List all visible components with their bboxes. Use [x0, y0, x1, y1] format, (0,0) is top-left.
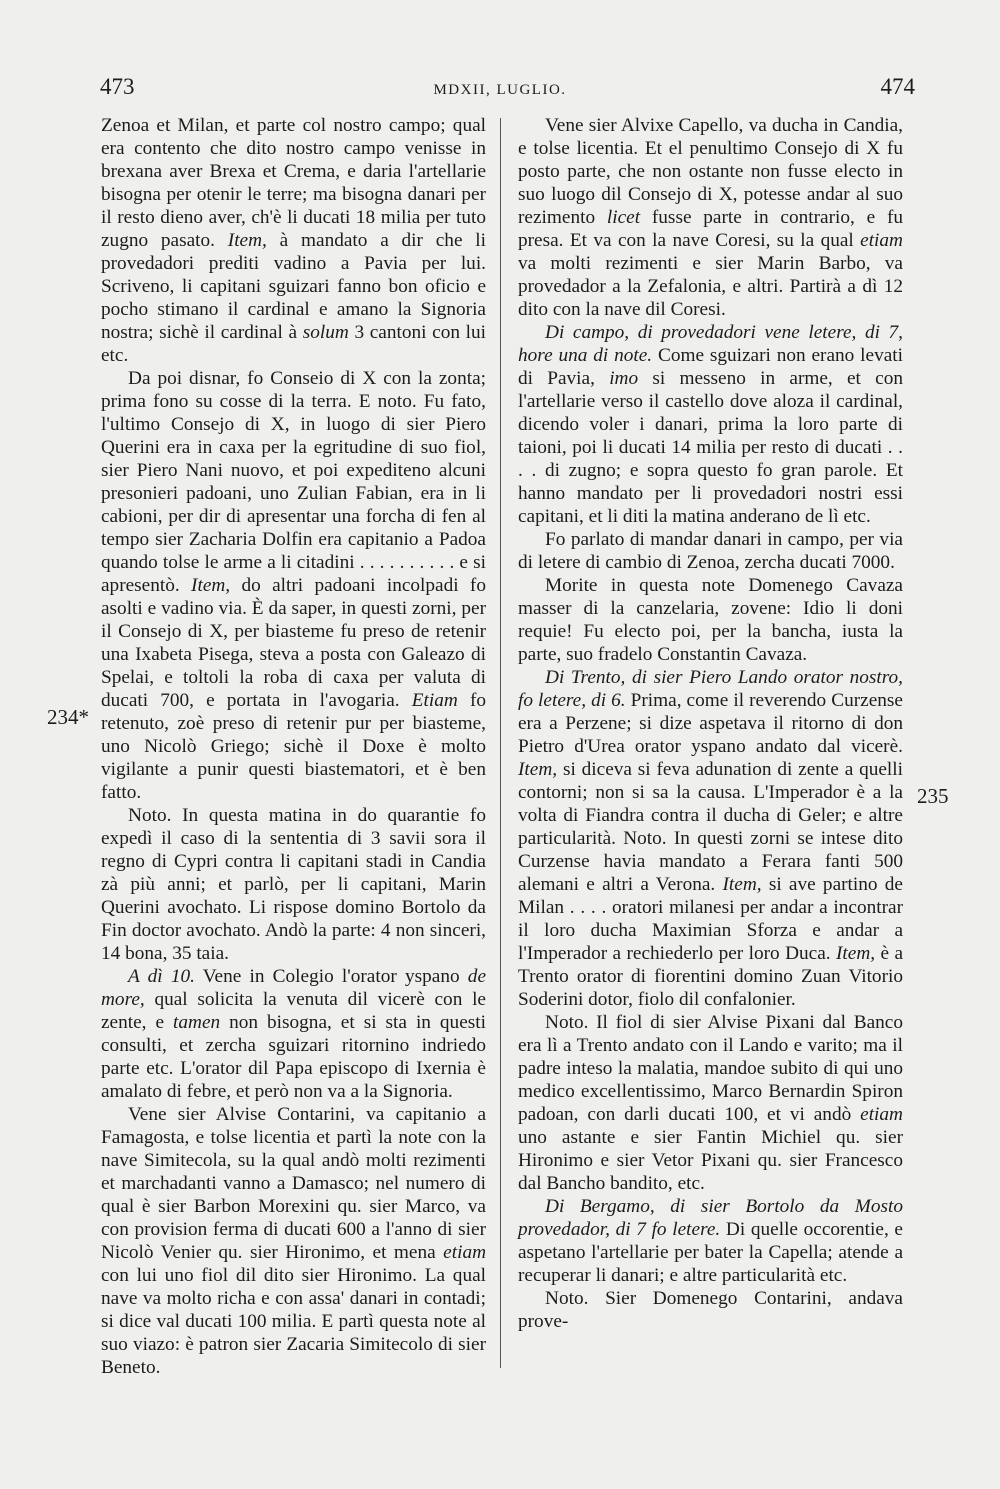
- running-header: MDXII, LUGLIO.: [433, 82, 567, 98]
- paragraph: [518, 574, 903, 666]
- paragraph: [101, 804, 486, 965]
- text: Prima, come il reverendo Curzense era a Perzene; si dize aspetava il ritorno di don Pietro d'Urea orator yspano andato dal vicerè.: [518, 690, 903, 757]
- paragraph: [101, 1103, 486, 1379]
- text: Vene sier Alvixe Capello, va ducha in Candia, e tolse licentia. Et el penultimo Consejo di X fu posto parte, che non ostante non fusse electo in suo luogo dil Consejo di X, potesse andar al suo rezimento: [518, 115, 903, 228]
- text: è a Trento orator di fiorentini domino Zuan Vitorio Soderini dotor, fiolo dil confalonier.: [518, 943, 903, 1010]
- text: Morite in questa note Domenego Cavaza masser di la canzelaria, zovene: Idio li doni requie! Fu electo poi, per la bancha, iusta la parte, suo fradelo Constantin Cavaza.: [518, 575, 903, 665]
- text: Zenoa et Milan, et parte col nostro campo; qual era contento che dito nostro campo venisse in brexana aver Brexa et Crema, e daria l'artellarie bisogna per otenir le terre; ma bisogna danari per il resto dieno aver, ch'è li ducati 18 milia per tuto zugno pasato.: [101, 115, 486, 251]
- text: con lui uno fiol dil dito sier Hironimo. La qual nave va molto richa e con assa' danari in contadi; si dice val ducati 100 milia. E partì questa note al suo viazo: è patron sier Zacaria Simitecolo di sier Beneto.: [101, 1265, 486, 1378]
- margin-number-left: 234*: [47, 705, 89, 729]
- italic-heading: Di Bergamo, di sier Bortolo da Mosto provedador, di 7 fo letere.: [518, 1196, 903, 1240]
- page-number-right: 474: [880, 74, 915, 99]
- text: non bisogna, et si sta in questi consulti, et zercha sguizari ritornino indriedo parte etc. L'orator dil Papa episcopo di Ixernia è amalato di febre, et però non va a la Signoria.: [101, 1012, 486, 1102]
- italic-term: Etiam: [411, 690, 458, 711]
- text: si messeno in arme, et con l'artellarie verso il castello dove aloza il cardinal, dicendo voler i danari, prima la loro parte di taioni, poi li ducati 14 milia per resto di ducati . . . . di zugno; e sopra questo fo gran parole. Et hanno mandato per li provedadori nostri essi capitani, et li diti la matina anderano de lì etc.: [518, 368, 904, 527]
- paragraph: [518, 1287, 903, 1333]
- italic-term: Item,: [227, 230, 267, 251]
- text: fo retenuto, zoè preso di retenir pur per biasteme, uno Nicolò Griego; sichè il Doxe è molto vigilante a punir questi biastematori, et è ben fatto.: [101, 690, 487, 803]
- italic-term: de more,: [101, 966, 486, 1010]
- paragraph: [518, 114, 903, 321]
- text: Da poi disnar, fo Conseio di X con la zonta; prima fono su cosse di la terra. E noto. Fu fato, l'ultimo Consejo di X, in luogo di sier Piero Querini era in caxa per la egritudine di suo fiol, sier Piero Nani nuovo, et poi expediteno alcuni presonieri padoani, uno Zulian Fabian, era in li cabioni, per dir di apresentar una forcha di fen al tempo sier Zacharia Dolfin era capitanio a Padoa quando tolse le arme a li citadini . . . . . . . . . . e si apresentò.: [101, 368, 486, 596]
- italic-term: etiam: [443, 1242, 487, 1263]
- italic-heading: Di campo, di provedadori vene letere, di 7, hore una di note.: [518, 322, 903, 366]
- text: Vene in Colegio l'orator yspano: [202, 966, 460, 987]
- italic-date: A dì 10.: [128, 966, 195, 987]
- text: va molti rezimenti e sier Marin Barbo, va provedador a la Zefalonia, e altri. Partirà a dì 12 dito con la nave dil Coresi.: [518, 253, 903, 320]
- italic-heading: Di Trento, di sier Piero Lando orator nostro, fo letere, di 6.: [518, 667, 903, 711]
- text: Fo parlato di mandar danari in campo, per via di letere di cambio di Zenoa, zercha ducati 7000.: [518, 529, 903, 573]
- paragraph: [518, 321, 903, 528]
- margin-number-right: 235: [917, 784, 949, 808]
- text: à mandato a dir che li provedadori prediti vadino a Pavia per lui. Scriveno, li capitani sguizari fanno bon oficio e pocho stimano il cardinal e amano la Signoria nostra; sichè il cardinal à: [101, 230, 486, 343]
- italic-term: tamen: [173, 1012, 221, 1033]
- right-column: [518, 114, 903, 1333]
- italic-term: solum: [302, 322, 349, 343]
- text: do altri padoani incolpadi fo asolti e vadino via. È da saper, in questi zorni, per il Consejo di X, per biasteme fu preso de retenir una Ixabeta Pisega, steva a posta con Galeazo di Spelai, e toltoli la roba di caxa per valuta di ducati 700, e portata in l'avogaria.: [101, 575, 486, 711]
- paragraph: [518, 1011, 903, 1195]
- paragraph: [101, 965, 486, 1103]
- italic-term: Item,: [835, 943, 876, 964]
- text: Come sguizari non erano levati di Pavia,: [518, 345, 903, 389]
- paragraph: [101, 114, 486, 367]
- text: fusse parte in contrario, e fu presa. Et va con la nave Coresi, su la qual: [518, 207, 904, 251]
- text: uno astante e sier Fantin Michiel qu. sier Hironimo e sier Vetor Pixani qu. sier Francesco dal Bancho bandito, etc.: [518, 1127, 903, 1194]
- paragraph: [101, 367, 486, 804]
- text: Noto. In questa matina in do quarantie fo expedì il caso di la sententia di 3 savii sora il regno di Cypri contra li capitani stadi in Candia zà più anni; et parlò, per li capitani, Marin Querini avochato. Li rispose domino Bortolo da Fin doctor avochato. Andò la parte: 4 non sinceri, 14 bona, 35 taia.: [101, 805, 486, 964]
- text: Vene sier Alvise Contarini, va capitanio a Famagosta, e tolse licentia et partì la note con la nave Simitecola, su la qual andò molti rezimenti et marchadanti vanno a Damasco; nel numero di qual è sier Barbon Morexini qu. sier Marco, va con provision ferma di ducati 600 a l'anno di sier Nicolò Venier qu. sier Hironimo, et mena: [101, 1104, 486, 1263]
- column-divider: [500, 118, 501, 1368]
- text: Di quelle occorentie, e aspetano l'artellarie per bater la Capella; atende a recuperar li danari; e altre particularità etc.: [518, 1219, 903, 1286]
- italic-term: etiam: [860, 230, 903, 251]
- page-number-left: 473: [100, 74, 135, 99]
- text: Noto. Sier Domenego Contarini, andava prove-: [518, 1288, 903, 1332]
- paragraph: [518, 528, 903, 574]
- text: si diceva si feva adunation di zente a quelli contorni; non si sa la causa. L'Imperador è a la volta di Fiandra contra il ducha di Geler; e altre particularità. Noto. In questi zorni se intese dito Curzense havia mandato a Ferara fanti 500 alemani e altri a Verona.: [518, 759, 903, 895]
- paragraph: [518, 666, 903, 1011]
- text: 3 cantoni con lui etc.: [101, 322, 486, 366]
- text: Noto. Il fiol di sier Alvise Pixani dal Banco era lì a Trento andato con il Lando e varito; ma il padre inteso la malatia, mandoe subito di qui uno medico excellentissimo, Marco Bernardin Spiron padoan, con darli ducati 100, et vi andò: [518, 1012, 903, 1125]
- italic-term: etiam: [860, 1104, 903, 1125]
- italic-term: licet: [606, 207, 641, 228]
- italic-term: Item,: [518, 759, 558, 780]
- paragraph: [518, 1195, 903, 1287]
- italic-term: imo: [609, 368, 639, 389]
- left-column: [101, 114, 486, 1379]
- italic-term: Item,: [191, 575, 231, 596]
- text: si ave partino de Milan . . . . oratori milanesi per andar a incontrar il loro ducha Maximian Sforza e andar a l'Imperador a rechiederlo per loro Duca.: [518, 874, 903, 964]
- text: qual solicita la venuta dil vicerè con le zente, e: [101, 989, 486, 1033]
- italic-term: Item,: [722, 874, 762, 895]
